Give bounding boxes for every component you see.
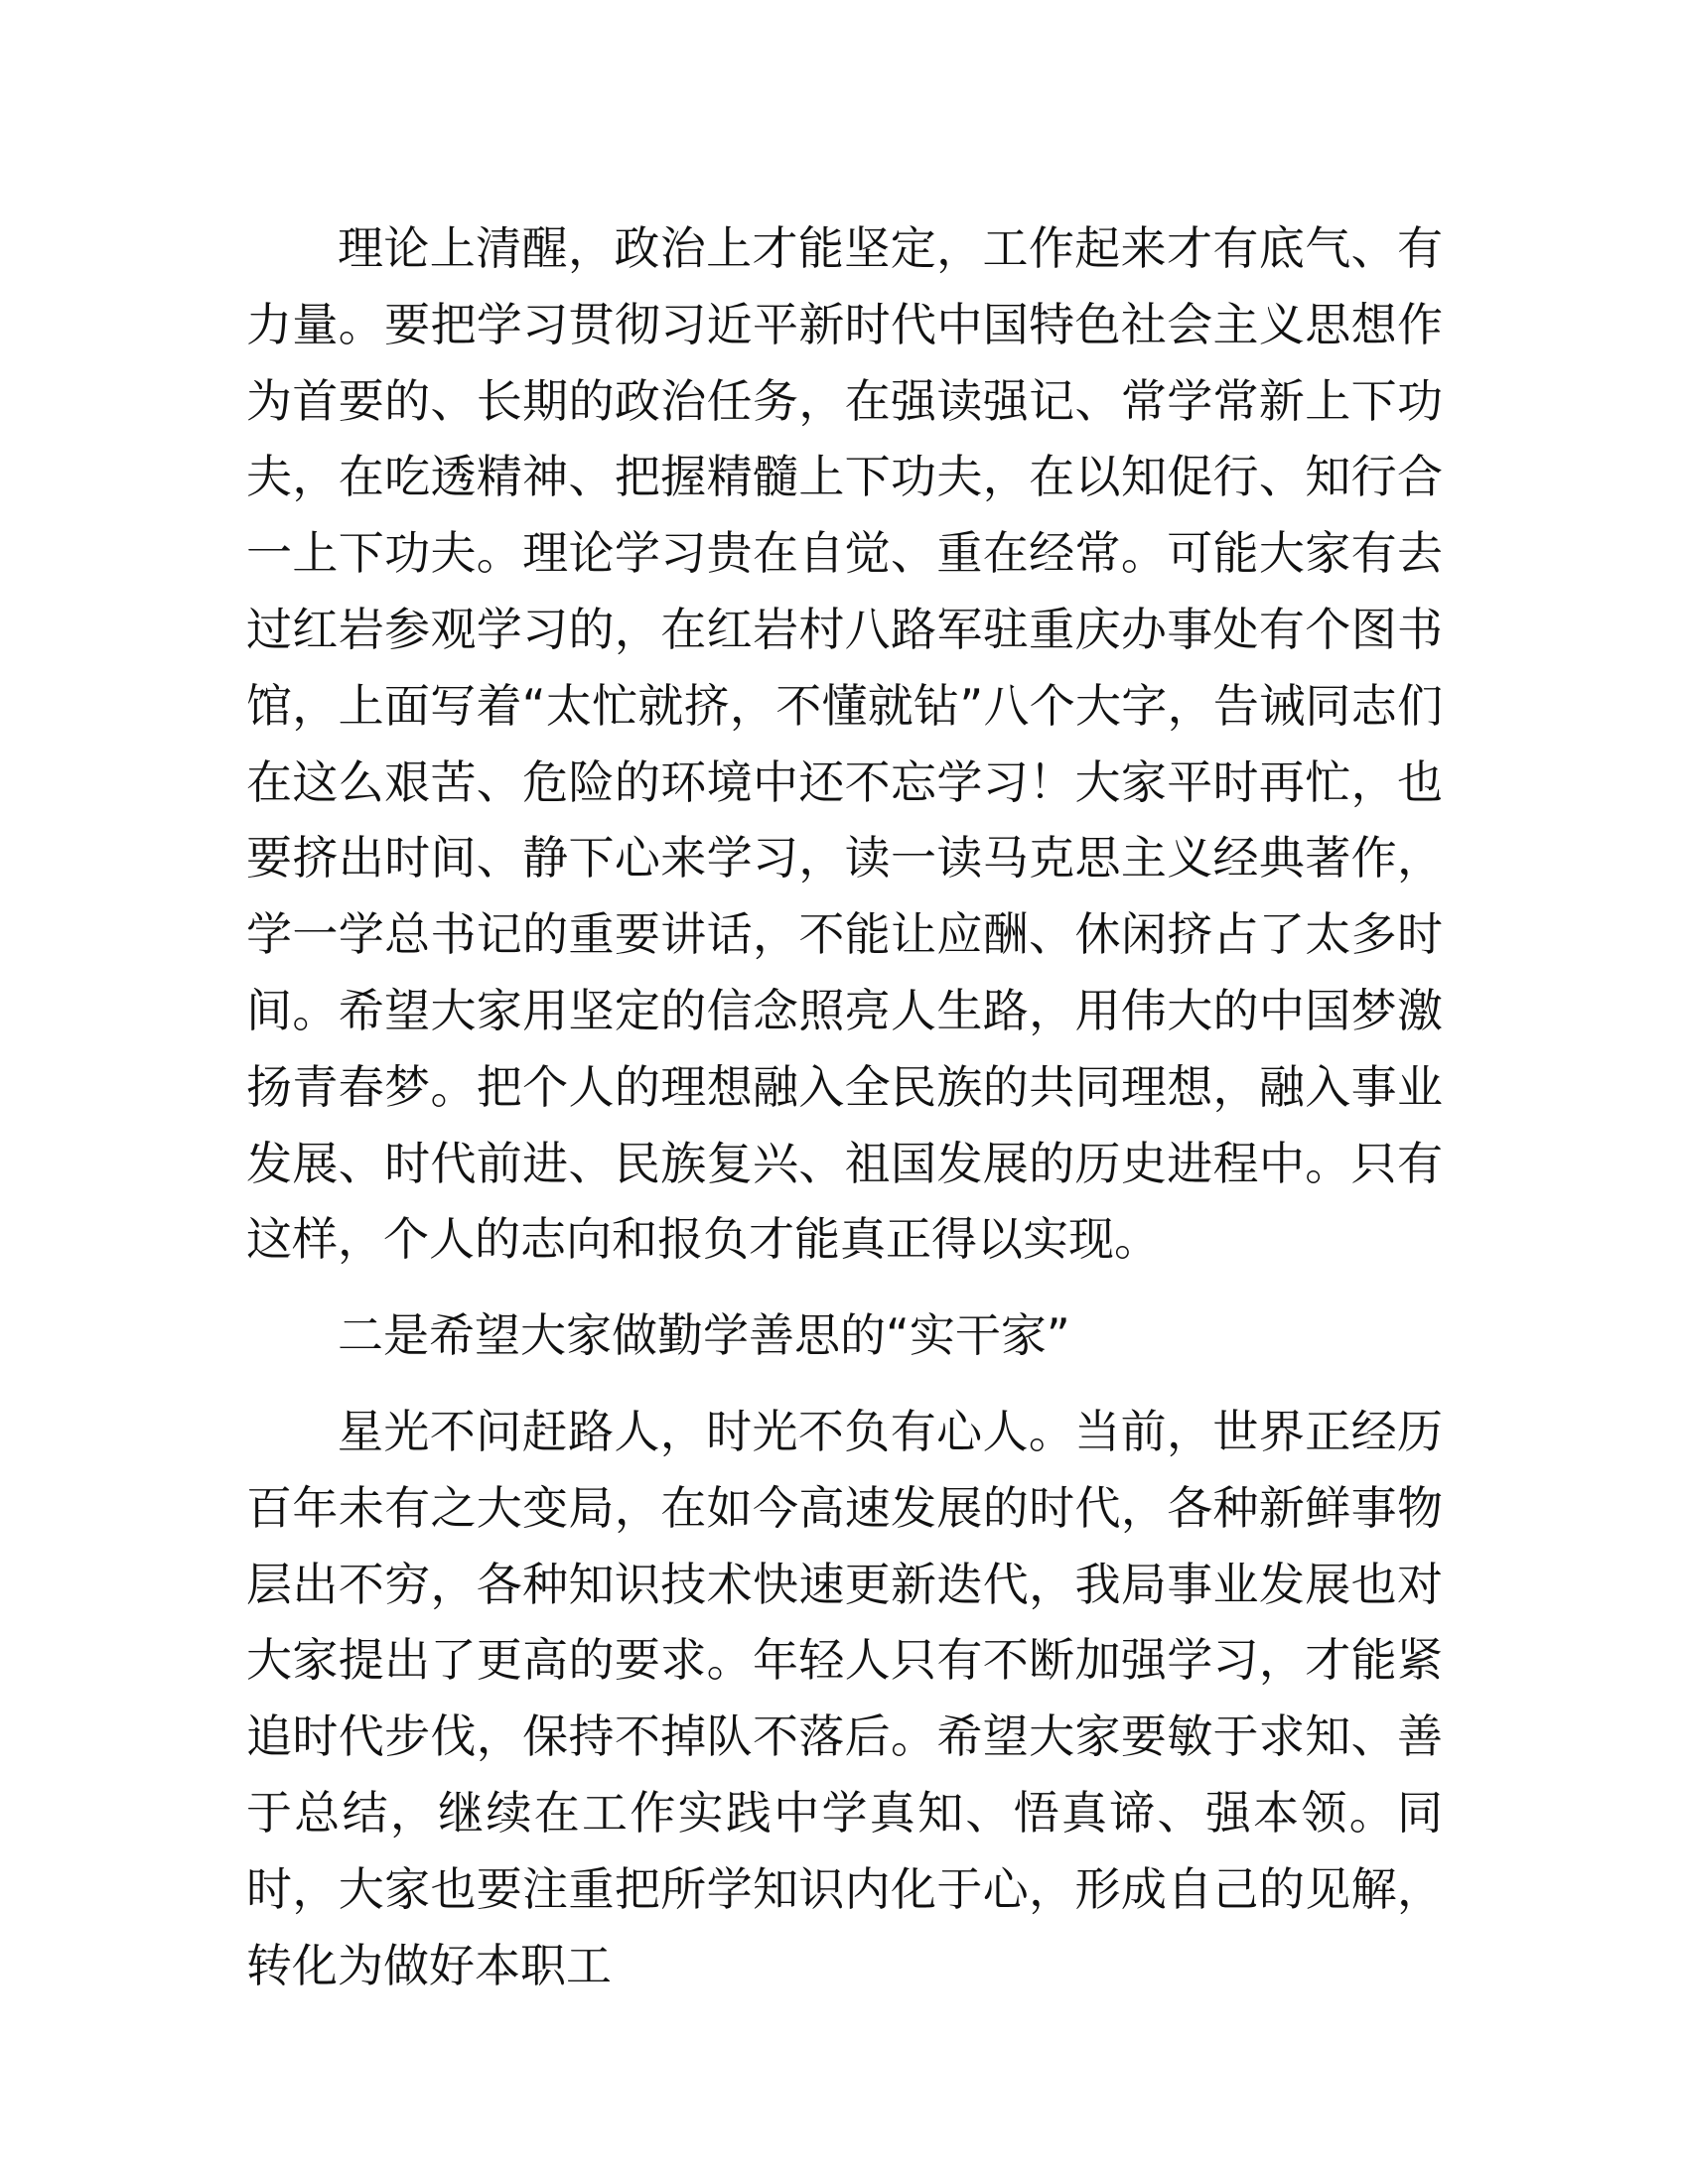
- paragraph-theory-study: 理论上清醒，政治上才能坚定，工作起来才有底气、有力量。要把学习贯彻习近平新时代中国特色社会主义思想作为首要的、长期的政治任务，在强读强记、常学常新上下功夫，在吃透精神、把握精髓上下功夫，在以知促行、知行合一上下功夫。理论学习贵在自觉、重在经常。可能大家有去过红岩参观学习的，在红岩村八路军驻重庆办事处有个图书馆，上面写着“太忙就挤，不懂就钻”八个大字，告诫同志们在这么艰苦、危险的环境中还不忘学习！大家平时再忙，也要挤出时间、静下心来学习，读一读马克思主义经典著作，学一学总书记的重要讲话，不能让应酬、休闲挤占了太多时间。希望大家用坚定的信念照亮人生路，用伟大的中国梦激扬青春梦。把个人的理想融入全民族的共同理想，融入事业发展、时代前进、民族复兴、祖国发展的历史进程中。只有这样，个人的志向和报负才能真正得以实现。: [246, 221, 1443, 1267]
- paragraph-practice: 星光不问赶路人，时光不负有心人。当前，世界正经历百年未有之大变局，在如今高速发展的时代，各种新鲜事物层出不穷，各种知识技术快速更新迭代，我局事业发展也对大家提出了更高的要求。年轻人只有不断加强学习，才能紧追时代步伐，保持不掉队不落后。希望大家要敏于求知、善于总结，继续在工作实践中学真知、悟真谛、强本领。同时，大家也要注重把所学知识内化于心，形成自己的见解，转化为做好本职工: [246, 1404, 1443, 1992]
- section-heading: 二是希望大家做勤学善思的“实干家”: [338, 1308, 1070, 1363]
- paragraph-spacer: [246, 1374, 1443, 1394]
- document-body: [246, 210, 1443, 2003]
- paragraph-spacer: [246, 1278, 1443, 1297]
